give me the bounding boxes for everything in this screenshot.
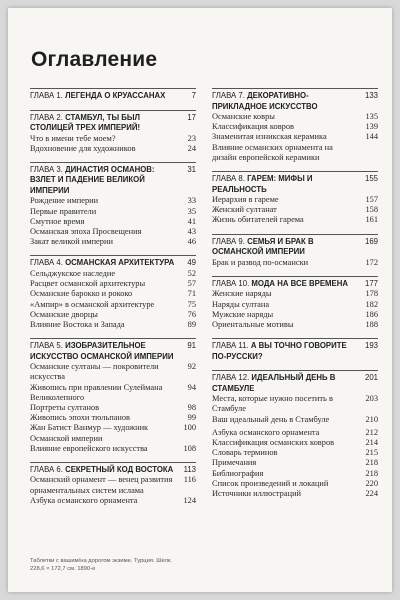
chapter-number: ГЛАВА 4. <box>30 258 63 268</box>
chapter-page-number: 113 <box>183 464 196 474</box>
toc-entry[interactable] <box>30 227 196 237</box>
chapter-sections <box>30 196 196 247</box>
chapter-page-number: 17 <box>187 112 196 122</box>
toc-entry-title: Османские султаны — покровители искусства <box>30 362 159 382</box>
toc-entry[interactable] <box>212 195 378 205</box>
toc-entry-page: 94 <box>187 382 196 392</box>
toc-entry-page: 46 <box>187 237 196 247</box>
toc-entry[interactable] <box>212 469 378 479</box>
toc-entry-title: Мужские наряды <box>212 309 274 319</box>
chapter-page-number: 155 <box>364 174 378 184</box>
toc-entry[interactable] <box>212 479 378 489</box>
chapter-number: ГЛАВА 11. <box>212 341 249 351</box>
chapter-name: ОСМАНСКАЯ АРХИТЕКТУРА <box>65 258 175 268</box>
toc-entry[interactable] <box>30 207 196 217</box>
chapter-name: ДИНАСТИЯ ОСМАНОВ: ВЗЛЕТ И ПАДЕНИЕ ВЕЛИКОЙ ИМПЕРИИ <box>30 164 155 195</box>
toc-entry-page: 172 <box>365 257 378 267</box>
toc-entry[interactable] <box>30 134 196 144</box>
toc-entry-page: 33 <box>187 196 196 206</box>
toc-entry[interactable] <box>30 423 196 443</box>
toc-entry-page: 144 <box>365 132 378 142</box>
toc-entry-title: Рождение империи <box>30 196 99 206</box>
toc-entry-page: 210 <box>365 414 378 424</box>
toc-entry-page: 116 <box>183 475 196 485</box>
toc-entry-page: 212 <box>365 427 378 437</box>
toc-chapter <box>212 276 378 330</box>
chapter-number: ГЛАВА 8. <box>212 174 245 184</box>
chapter-name: СЕМЬЯ И БРАК В ОСМАНСКОЙ ИМПЕРИИ <box>212 236 314 257</box>
toc-entry[interactable] <box>30 444 196 454</box>
chapter-sections <box>212 258 378 268</box>
toc-chapter <box>30 462 196 506</box>
chapter-name: А ВЫ ТОЧНО ГОВОРИТЕ ПО-РУССКИ? <box>212 341 347 361</box>
toc-entry-page: 98 <box>187 402 196 412</box>
toc-entry-title: Классификация османских ковров <box>212 437 335 447</box>
toc-entry-page: 161 <box>365 215 378 225</box>
chapter-title <box>212 237 364 258</box>
toc-chapter <box>212 234 378 268</box>
toc-entry-title: Знаменитая изникская керамика <box>212 132 327 142</box>
toc-entry[interactable] <box>30 237 196 247</box>
toc-entry-title: Влияние Востока и Запада <box>30 319 125 329</box>
toc-entry[interactable] <box>212 438 378 448</box>
toc-entry[interactable] <box>212 489 378 499</box>
toc-entry-page: 124 <box>183 495 196 505</box>
toc-entry-page: 35 <box>187 206 196 216</box>
toc-entry-title: Живопись при правлении Сулеймана Великолепного <box>30 382 163 402</box>
toc-entry[interactable] <box>30 496 196 506</box>
chapter-heading[interactable] <box>212 88 378 112</box>
chapter-number: ГЛАВА 6. <box>30 464 63 474</box>
toc-entry-title: Сельджукское наследие <box>30 268 116 278</box>
toc-entry-title: Османские барокко и рококо <box>30 289 133 299</box>
chapter-heading[interactable] <box>212 171 378 195</box>
toc-entry-title: Живопись эпохи тюльпанов <box>30 413 131 423</box>
chapter-page-number: 201 <box>364 373 378 383</box>
chapter-page-number: 133 <box>364 91 378 100</box>
chapter-title <box>212 279 364 290</box>
chapter-sections <box>30 362 196 454</box>
toc-entry-title: Список произведений и локаций <box>212 478 329 488</box>
toc-entry-page: 139 <box>365 122 378 132</box>
toc-entry-page: 57 <box>187 279 196 289</box>
toc-entry[interactable] <box>30 289 196 299</box>
toc-entry[interactable] <box>212 112 378 122</box>
book-page <box>8 8 392 592</box>
toc-entry-page: 76 <box>187 309 196 319</box>
toc-chapter <box>30 338 196 454</box>
toc-entry-page: 215 <box>365 448 378 458</box>
toc-entry-page: 182 <box>365 299 378 309</box>
chapter-heading[interactable] <box>30 462 196 476</box>
toc-entry-title: Ваш идеальный день в Стамбуле <box>212 414 330 424</box>
chapter-heading[interactable] <box>212 234 378 258</box>
chapter-sections <box>212 195 378 226</box>
chapter-title <box>212 91 364 112</box>
toc-entry-title: Места, которые нужно посетить в Стамбуле <box>212 394 333 414</box>
chapter-title <box>30 341 182 362</box>
chapter-title <box>30 465 182 476</box>
toc-entry[interactable] <box>212 320 378 330</box>
toc-entry-page: 100 <box>183 423 196 433</box>
toc-entry[interactable] <box>212 258 378 268</box>
chapter-number: ГЛАВА 2. <box>30 112 63 122</box>
toc-entry-title: Библиография <box>212 468 264 478</box>
toc-entry[interactable] <box>30 279 196 289</box>
toc-entry-title: Портреты султанов <box>30 402 100 412</box>
toc-entry-title: Жизнь обитателей гарема <box>212 215 304 225</box>
chapter-number: ГЛАВА 10. <box>212 278 250 288</box>
chapter-page-number: 91 <box>187 341 196 351</box>
chapter-name: СЕКРЕТНЫЙ КОД ВОСТОКА <box>65 464 174 474</box>
toc-entry-page: 52 <box>187 268 196 278</box>
toc-entry-page: 135 <box>365 112 378 121</box>
toc-chapter <box>30 88 196 102</box>
toc-entry-title: Жан Батист Ванмур — художник Османской империи <box>30 423 149 443</box>
toc-entry-page: 43 <box>187 227 196 237</box>
toc-chapter <box>212 338 378 362</box>
toc-entry[interactable] <box>212 458 378 468</box>
toc-entry[interactable] <box>30 403 196 413</box>
chapter-name: СТАМБУЛ, ТЫ БЫЛ СТОЛИЦЕЙ ТРЕХ ИМПЕРИЙ! <box>30 112 141 132</box>
chapter-heading[interactable] <box>30 110 196 134</box>
toc-entry-title: Женские наряды <box>212 289 272 299</box>
chapter-page-number: 31 <box>187 164 196 174</box>
chapter-number: ГЛАВА 3. <box>30 164 63 174</box>
toc-entry-title: Брак и развод по-османски <box>212 257 309 267</box>
toc-right-column <box>212 88 378 507</box>
toc-entry[interactable] <box>30 320 196 330</box>
toc-entry-page: 158 <box>365 205 378 215</box>
chapter-page-number: 169 <box>364 236 378 246</box>
toc-entry-page: 23 <box>187 133 196 143</box>
chapter-sections <box>30 269 196 330</box>
toc-entry-title: Османские дворцы <box>30 309 98 319</box>
toc-entry[interactable] <box>212 215 378 225</box>
toc-entry[interactable] <box>30 217 196 227</box>
toc-entry-title: Первые правители <box>30 206 97 216</box>
chapter-sections <box>212 112 378 163</box>
chapter-heading[interactable] <box>30 162 196 197</box>
image-caption: Таблетки с вашим/на дорогом экзиме. Турция. Шелк. 228,6 × 172,7 см. 1890-е <box>30 558 173 572</box>
toc-entry-page: 178 <box>365 289 378 299</box>
chapter-heading[interactable] <box>212 370 378 394</box>
chapter-heading[interactable] <box>212 276 378 290</box>
toc-entry-title: Расцвет османской архитектуры <box>30 279 146 289</box>
toc-entry[interactable] <box>30 362 196 382</box>
toc-entry-page: 157 <box>365 195 378 205</box>
toc-entry-title: Наряды султана <box>212 299 270 309</box>
toc-entry[interactable] <box>30 475 196 495</box>
toc-entry[interactable] <box>30 196 196 206</box>
toc-entry-title: Женский султанат <box>212 205 277 215</box>
chapter-number: ГЛАВА 5. <box>30 341 63 351</box>
toc-entry-page: 75 <box>187 299 196 309</box>
toc-chapter <box>212 370 378 499</box>
toc-entry-title: Примечания <box>212 458 257 468</box>
toc-entry-page: 220 <box>365 478 378 488</box>
chapter-name: ИЗОБРАЗИТЕЛЬНОЕ ИСКУССТВО ОСМАНСКОЙ ИМПЕРИИ <box>30 341 174 361</box>
chapter-page-number: 193 <box>364 341 378 351</box>
toc-entry[interactable] <box>30 300 196 310</box>
toc-chapter <box>30 110 196 154</box>
toc-entry-page: 108 <box>183 443 196 453</box>
chapter-page-number: 7 <box>191 91 196 100</box>
chapter-page-number: 49 <box>187 258 196 268</box>
chapter-title <box>30 91 182 102</box>
chapter-heading[interactable] <box>30 338 196 362</box>
toc-entry-title: Османские ковры <box>212 112 275 121</box>
toc-entry[interactable] <box>212 132 378 142</box>
toc-entry[interactable] <box>212 289 378 299</box>
chapter-name: ИДЕАЛЬНЫЙ ДЕНЬ В СТАМБУЛЕ <box>212 373 336 393</box>
toc-entry[interactable] <box>212 205 378 215</box>
toc-entry-page: 188 <box>365 319 378 329</box>
toc-chapter <box>212 88 378 163</box>
toc-entry[interactable] <box>30 413 196 423</box>
chapter-title <box>212 174 364 195</box>
toc-entry-page: 92 <box>187 362 196 372</box>
chapter-sections <box>30 134 196 154</box>
chapter-name: МОДА НА ВСЕ ВРЕМЕНА <box>251 278 348 288</box>
toc-entry[interactable] <box>30 144 196 154</box>
toc-entry-page: 186 <box>365 309 378 319</box>
toc-entry-page: 24 <box>187 143 196 153</box>
chapter-title <box>30 113 182 134</box>
toc-entry-title: Влияние европейского искусства <box>30 443 148 453</box>
chapter-sections <box>212 289 378 330</box>
toc-entry-title: Классификация ковров <box>212 122 294 132</box>
chapter-title <box>212 373 364 394</box>
toc-entry-page: 214 <box>365 437 378 447</box>
toc-entry[interactable] <box>212 300 378 310</box>
toc-entry-title: Вдохновение для художников <box>30 143 136 153</box>
chapter-title <box>30 258 182 269</box>
toc-entry-title: Азбука османского орнамента <box>212 427 320 437</box>
toc-entry-title: Словарь терминов <box>212 448 278 458</box>
toc-chapter <box>212 171 378 226</box>
toc-entry-page: 218 <box>365 468 378 478</box>
chapter-heading[interactable] <box>212 338 378 362</box>
toc-chapter <box>30 162 196 248</box>
toc-entry[interactable] <box>212 448 378 458</box>
chapter-heading[interactable] <box>30 255 196 269</box>
toc-entry[interactable] <box>30 310 196 320</box>
toc-entry-title: Влияние османских орнамента на дизайн европейской керамики <box>212 142 333 162</box>
toc-entry[interactable] <box>30 269 196 279</box>
chapter-name: ДЕКОРАТИВНО-ПРИКЛАДНОЕ ИСКУССТВО <box>212 91 318 111</box>
toc-entry[interactable] <box>212 415 378 425</box>
chapter-name: ЛЕГЕНДА О КРУАССАНАХ <box>65 91 166 100</box>
toc-entry-page: 71 <box>187 289 196 299</box>
toc-entry-title: Османская эпоха Просвещения <box>30 227 142 237</box>
toc-left-column <box>30 88 196 514</box>
toc-entry-page: 99 <box>187 413 196 423</box>
toc-entry-title: Иерархия в гареме <box>212 195 279 205</box>
toc-chapter <box>30 255 196 330</box>
chapter-sections <box>30 475 196 506</box>
chapter-number: ГЛАВА 12. <box>212 373 250 383</box>
toc-entry-page: 89 <box>187 319 196 329</box>
toc-entry-title: Смутное время <box>30 216 85 226</box>
toc-entry-page: 218 <box>365 458 378 468</box>
toc-entry[interactable] <box>30 383 196 403</box>
chapter-title <box>30 165 182 197</box>
chapter-heading[interactable] <box>30 88 196 102</box>
toc-entry[interactable] <box>212 394 378 414</box>
chapter-number: ГЛАВА 1. <box>30 91 63 100</box>
chapter-title <box>212 341 364 362</box>
chapter-number: ГЛАВА 7. <box>212 91 245 100</box>
toc-entry[interactable] <box>212 143 378 163</box>
toc-entry-title: Источники иллюстраций <box>212 488 302 498</box>
toc-entry-title: Что в имени тебе моем? <box>30 133 116 143</box>
toc-entry-title: Османский орнамент — венец развития орнаментальных систем ислама <box>30 475 173 495</box>
toc-entry-page: 41 <box>187 216 196 226</box>
toc-entry[interactable] <box>212 122 378 132</box>
chapter-name: ГАРЕМ: МИФЫ И РЕАЛЬНОСТЬ <box>212 174 313 194</box>
chapter-sections <box>212 394 378 499</box>
page-title: Оглавление <box>31 48 158 71</box>
toc-entry-title: Азбука османского орнамента <box>30 495 138 505</box>
chapter-page-number: 177 <box>364 278 378 288</box>
toc-entry-page: 224 <box>365 488 378 498</box>
toc-entry[interactable] <box>212 428 378 438</box>
toc-entry[interactable] <box>212 310 378 320</box>
chapter-number: ГЛАВА 9. <box>212 236 245 246</box>
toc-entry-title: Закат великой империи <box>30 237 113 247</box>
toc-entry-title: «Ампир» в османской архитектуре <box>30 299 155 309</box>
toc-entry-title: Ориентальные мотивы <box>212 319 294 329</box>
toc-entry-page: 203 <box>365 394 378 404</box>
